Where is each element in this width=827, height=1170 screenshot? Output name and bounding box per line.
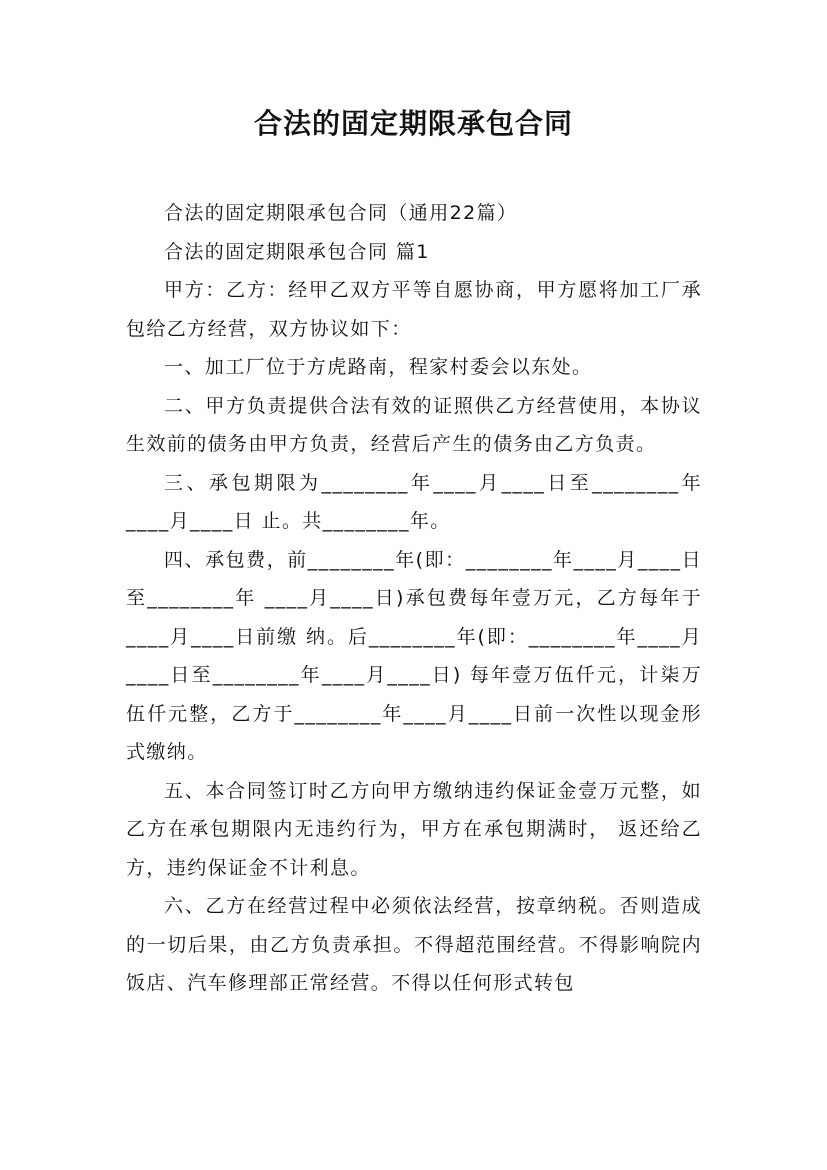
paragraph-clause-3: 三、承包期限为________年____月____日至________年____月____日 止。共________年。 <box>126 471 702 532</box>
paragraph-clause-2: 二、甲方负责提供合法有效的证照供乙方经营使用，本协议生效前的债务由甲方负责，经营后产生的债务由乙方负责。 <box>126 394 702 455</box>
paragraph-clause-6: 六、乙方在经营过程中必须依法经营，按章纳税。否则造成的一切后果，由乙方负责承担。不得超范围经营。不得影响院内饭店、汽车修理部正常经营。不得以任何形式转包 <box>126 895 702 994</box>
paragraph-subtitle: 合法的固定期限承包合同（通用22篇） <box>164 202 518 224</box>
document-title: 合法的固定期限承包合同 <box>253 107 573 140</box>
paragraph-clause-4: 四、承包费，前________年(即：________年____月____日至________年 ____月____日)承包费每年壹万元，乙方每年于____月____日前缴 纳。后________年(即：________年____月____日至________年____月____日) 每年壹万伍仟元，计柒万伍仟元整，乙方于________年____月____日前一次性以现金形式缴纳。 <box>126 548 702 763</box>
document-body <box>126 194 702 1003</box>
paragraph-clause-5: 五、本合同签订时乙方向甲方缴纳违约保证金壹万元整，如乙方在承包期限内无违约行为，甲方在承包期满时， 返还给乙方，违约保证金不计利息。 <box>126 779 702 879</box>
paragraph-clause-1: 一、加工厂位于方虎路南，程家村委会以东处。 <box>164 356 593 378</box>
paragraph-section-heading: 合法的固定期限承包合同 篇1 <box>164 240 430 263</box>
paragraph-parties: 甲方：乙方：经甲乙双方平等自愿协商，甲方愿将加工厂承 包给乙方经营，双方协议如下： <box>126 279 702 340</box>
